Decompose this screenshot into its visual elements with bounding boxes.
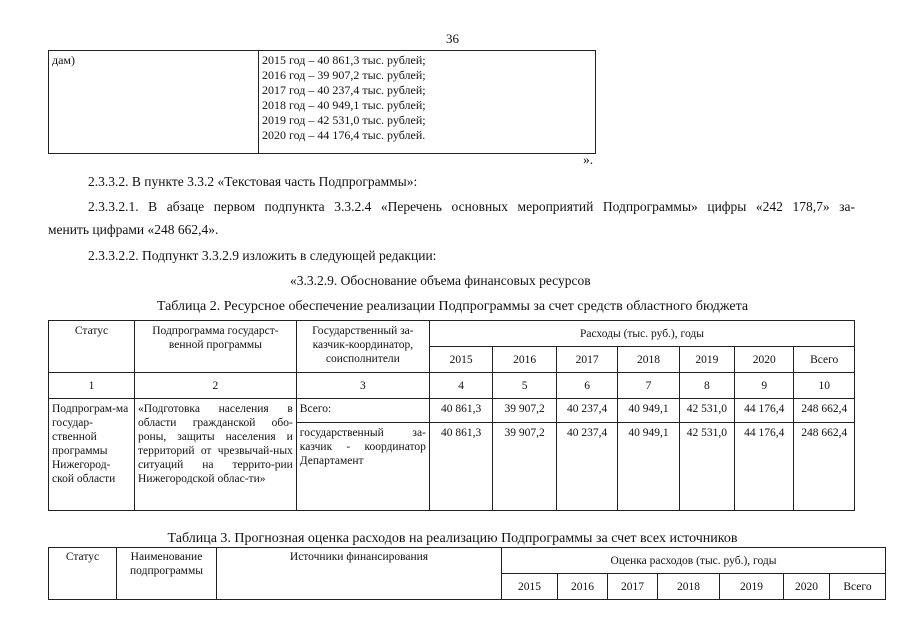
program-cell: «Подготовка населения в области гражданской обо-роны, защиты населения и территорий от чрезвычай-ных ситуаций на террито-рии Нижегородской облас-ти» xyxy=(135,399,297,511)
header-total: Всего xyxy=(794,347,855,373)
table-row xyxy=(49,399,855,423)
col-number: 10 xyxy=(794,373,855,399)
value-cell: 248 662,4 xyxy=(794,423,855,511)
header-year: 2019 xyxy=(679,347,734,373)
col-number: 7 xyxy=(618,373,679,399)
value-cell: 39 907,2 xyxy=(493,399,556,423)
header-year: 2016 xyxy=(493,347,556,373)
col-number: 5 xyxy=(493,373,556,399)
value-cell: 40 861,3 xyxy=(429,423,492,511)
year-amount-line: 2016 год – 39 907,2 тыс. рублей; xyxy=(262,68,426,82)
section-heading: «3.3.2.9. Обоснование объема финансовых ресурсов xyxy=(290,273,591,288)
row-label: Всего: xyxy=(296,399,429,423)
row-label: государственный за-казчик - координатор Департамент xyxy=(296,423,429,511)
header-year: 2018 xyxy=(618,347,679,373)
value-cell: 44 176,4 xyxy=(735,399,794,423)
continuation-left-cell: дам) xyxy=(49,51,259,154)
header-total: Всего xyxy=(830,574,886,600)
header-status: Статус xyxy=(49,321,135,373)
header-year: 2015 xyxy=(502,574,558,600)
header-program: Подпрограмма государст-венной программы xyxy=(135,321,297,373)
value-cell: 40 237,4 xyxy=(556,399,617,423)
funding-continuation-table xyxy=(48,50,596,154)
col-number: 9 xyxy=(735,373,794,399)
header-expenses: Оценка расходов (тыс. руб.), годы xyxy=(502,548,886,574)
resource-table xyxy=(48,320,855,511)
year-amounts-cell xyxy=(259,51,596,154)
column-number-row xyxy=(49,373,855,399)
header-status: Статус xyxy=(49,548,117,600)
header-year: 2017 xyxy=(608,574,658,600)
paragraph-replace-figures-cont: менить цифрами «248 662,4». xyxy=(48,222,219,237)
col-number: 3 xyxy=(296,373,429,399)
header-sources: Источники финансирования xyxy=(217,548,502,600)
header-year: 2020 xyxy=(735,347,794,373)
value-cell: 44 176,4 xyxy=(735,423,794,511)
header-year: 2015 xyxy=(429,347,492,373)
paragraph-replace-figures: 2.3.3.2.1. В абзаце первом подпункта 3.3.2.4 «Перечень основных мероприятий Подпрограммы» цифры «242 178,7» за- xyxy=(88,199,855,214)
value-cell: 42 531,0 xyxy=(679,399,734,423)
value-cell: 40 949,1 xyxy=(618,423,679,511)
value-cell: 248 662,4 xyxy=(794,399,855,423)
col-number: 4 xyxy=(429,373,492,399)
header-coordinator: Государственный за-казчик-координатор, соисполнители xyxy=(296,321,429,373)
value-cell: 40 861,3 xyxy=(429,399,492,423)
year-amount-line: 2019 год – 42 531,0 тыс. рублей; xyxy=(262,113,426,127)
value-cell: 42 531,0 xyxy=(679,423,734,511)
header-year: 2018 xyxy=(658,574,720,600)
table2-caption: Таблица 2. Ресурсное обеспечение реализации Подпрограммы за счет средств областного бюджета xyxy=(156,299,749,314)
header-year: 2020 xyxy=(784,574,830,600)
header-year: 2019 xyxy=(720,574,784,600)
col-number: 6 xyxy=(556,373,617,399)
year-amount-line: 2020 год – 44 176,4 тыс. рублей. xyxy=(262,128,426,142)
paragraph-new-edition: 2.3.3.2.2. Подпункт 3.3.2.9 изложить в следующей редакции: xyxy=(88,248,437,263)
closing-quote: ». xyxy=(583,152,594,167)
year-amount-line: 2018 год – 40 949,1 тыс. рублей; xyxy=(262,98,426,112)
forecast-table xyxy=(48,547,886,600)
header-year: 2016 xyxy=(558,574,608,600)
year-amount-line: 2017 год – 40 237,4 тыс. рублей; xyxy=(262,83,426,97)
status-cell: Подпрограм-ма государ-ственной программы Нижегород-ской области xyxy=(49,399,135,511)
table3-caption: Таблица 3. Прогнозная оценка расходов на реализацию Подпрограммы за счет всех источников xyxy=(167,531,738,546)
header-year: 2017 xyxy=(556,347,617,373)
col-number: 2 xyxy=(135,373,297,399)
value-cell: 40 949,1 xyxy=(618,399,679,423)
value-cell: 39 907,2 xyxy=(493,423,556,511)
col-number: 1 xyxy=(49,373,135,399)
paragraph-point-3-3-2: 2.3.3.2. В пункте 3.3.2 «Текстовая часть Подпрограммы»: xyxy=(88,174,418,189)
value-cell: 40 237,4 xyxy=(556,423,617,511)
header-expenses: Расходы (тыс. руб.), годы xyxy=(429,321,854,347)
page-number: 36 xyxy=(446,31,459,46)
header-name: Наименование подпрограммы xyxy=(117,548,217,600)
year-amount-line: 2015 год – 40 861,3 тыс. рублей; xyxy=(262,53,426,67)
col-number: 8 xyxy=(679,373,734,399)
